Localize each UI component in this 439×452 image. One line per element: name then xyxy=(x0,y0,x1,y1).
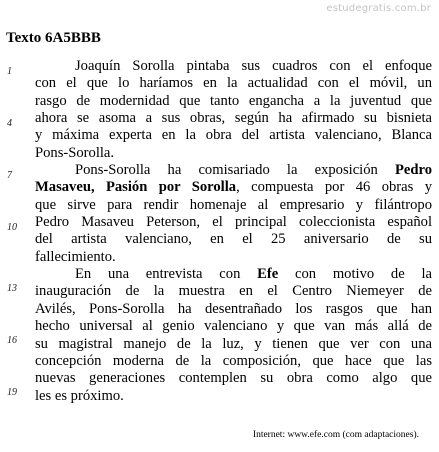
text-line: les es próximo. xyxy=(35,387,124,404)
bold-exhibition-title: Masaveu, Pasión por Sorolla xyxy=(35,179,237,196)
line-number-1: 1 xyxy=(7,66,12,77)
text-segment: con motivo de la xyxy=(294,266,432,283)
source-citation: Internet: www.efe.com (com adaptaciones). xyxy=(252,430,419,440)
text-line: y máxima experta en la obra del artista valenciano, Blanca xyxy=(35,127,432,144)
text-line xyxy=(35,162,432,179)
text-segment: , compuesta por 46 obras y xyxy=(236,179,432,196)
line-number-19: 19 xyxy=(7,387,17,398)
text-line xyxy=(35,266,432,283)
text-line: que sirve para rendir homenaje al empresario y filántropo xyxy=(35,196,432,213)
text-line: con el que lo haríamos en la actualidad con el móvil, un xyxy=(35,75,432,92)
text-segment: Pons-Sorolla ha comisariado la exposición xyxy=(75,162,378,179)
line-number-7: 7 xyxy=(7,170,12,181)
text-segment: En una entrevista con xyxy=(75,266,241,283)
text-line: inauguración de la muestra en el Centro Niemeyer de xyxy=(35,283,432,300)
site-watermark: estudegratis.com.br xyxy=(326,3,431,14)
text-line xyxy=(35,179,432,196)
text-line: Pons-Sorolla. xyxy=(35,144,115,161)
line-number-4: 4 xyxy=(7,118,12,129)
text-line: hecho universal al genio valenciano y que van más allá de xyxy=(35,318,432,335)
bold-pedro: Pedro xyxy=(394,162,432,179)
text-title: Texto 6A5BBB xyxy=(6,30,101,46)
text-line: nuevas generaciones contemplen su obra como algo que xyxy=(35,370,432,387)
text-line: su magistral manejo de la luz, y tienen que ver con una xyxy=(35,335,432,352)
text-line: Pedro Masaveu Peterson, el principal coleccionista español xyxy=(35,214,432,231)
line-number-10: 10 xyxy=(7,222,17,233)
line-number-16: 16 xyxy=(7,335,17,346)
text-line: Avilés, Pons-Sorolla ha desentrañado los rasgos que han xyxy=(35,300,432,317)
text-line: ahora se asoma a sus obras, según ha afirmado su bisnieta xyxy=(35,110,432,127)
text-line: concepción moderna de la composición, que hace que las xyxy=(35,352,432,369)
bold-efe: Efe xyxy=(257,266,279,283)
text-line: del artista valenciano, en el 25 aniversario de su xyxy=(35,231,432,248)
text-line: rasgo de modernidad que tanto engancha a la juventud que xyxy=(35,92,432,109)
text-line: fallecimiento. xyxy=(35,248,116,265)
line-number-13: 13 xyxy=(7,283,17,294)
article-body xyxy=(35,58,432,405)
text-line: Joaquín Sorolla pintaba sus cuadros con el enfoque xyxy=(75,58,432,74)
